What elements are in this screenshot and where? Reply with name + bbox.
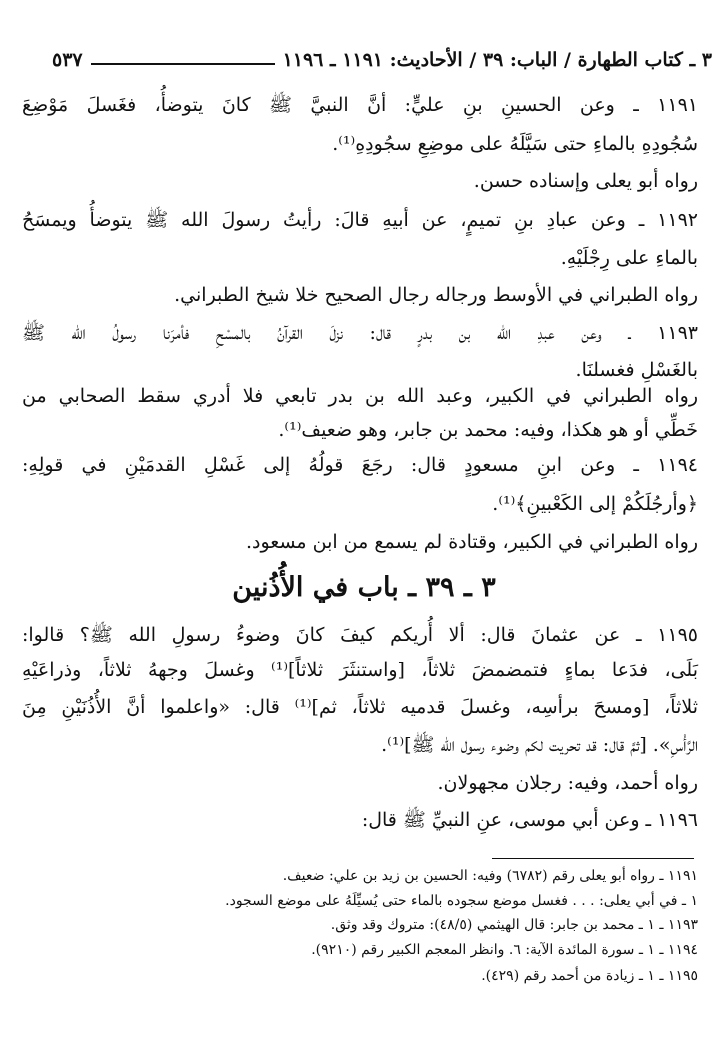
hadith-1193-narration-1: رواه الطبراني في الكبير، وعبد الله بن بدر تابعي فلا أدري سقط الصحابي من [22, 385, 698, 407]
footnote-1194: ١١٩٤ ـ ١ ـ سورة المائدة الآية: ٦. وانظر المعجم الكبير رقم (٩٢١٠). [311, 942, 698, 958]
hadith-1193-line-1: ١١٩٣ ـ وعن عبدِ الله بن بدرٍ قال: نزلَ القرآنُ بالمسْحِ فأمرَنا رسولُ الله ﷺ [22, 322, 698, 344]
hadith-1194-line-2: ﴿وأرجُلَكُمْ إلى الكَعْبينِ﴾⁽¹⁾. [492, 493, 698, 515]
hadith-1196-line-1: ١١٩٦ ـ وعن أبي موسى، عنِ النبيِّ ﷺ قال: [361, 809, 698, 831]
hadith-1193-narration-2: خَطِّي أو هو هكذا، وفيه: محمد بن جابر، وهو ضعيف⁽¹⁾. [278, 419, 698, 441]
hadith-1195-line-1: ١١٩٥ ـ عن عثمانَ قال: ألا أُريكم كيفَ كانَ وضوءُ رسولِ الله ﷺ؟ قالوا: [22, 624, 698, 646]
running-header [52, 40, 712, 80]
hadith-1195-line-4: الرَّأْسِ». [ثمَّ قال: قد تحريت لكم وضوء رسول الله ﷺ]⁽¹⁾. [381, 734, 698, 756]
footnote-1193: ١١٩٣ ـ ١ ـ محمد بن جابر: قال الهيثمي (٤٨/٥): متروك وقد وثق. [330, 917, 698, 933]
hadith-1191-line-2: سُجُودِهِ بالماءِ حتى سَيَّلَهُ على موضِعِ سجُودِهِ⁽¹⁾. [332, 133, 698, 155]
hadith-1191-narration: رواه أبو يعلى وإسناده حسن. [473, 170, 698, 192]
footnote-separator [492, 858, 694, 859]
footnote-1191-1: ١ ـ في أبي يعلى: . . . فغسل موضع سجوده بالماء حتى يُسيِّلَهُ على موضع السجود. [225, 893, 698, 909]
footnote-1195: ١١٩٥ ـ ١ ـ زيادة من أحمد رقم (٤٢٩). [481, 968, 698, 984]
hadith-1192-line-1: ١١٩٢ ـ وعن عبادِ بنِ تميمٍ، عن أبيهِ قالَ: رأيتُ رسولَ الله ﷺ يتوضأُ ويمسَحُ [22, 209, 698, 231]
header-rule [91, 51, 275, 65]
footnote-1191: ١١٩١ ـ رواه أبو يعلى رقم (٦٧٨٢) وفيه: الحسين بن زيد بن علي: ضعيف. [282, 868, 698, 884]
hadith-1193-line-2: بالغَسْلِ فغسلنَا. [575, 359, 698, 381]
hadith-1195-line-3: ثلاثاً، [ومسحَ برأسِه، وغسلَ قدميه ثلاثاً، ثم]⁽¹⁾ قال: «واعلموا أنَّ الأُذُنَيْنِ مِنَ [22, 696, 698, 718]
chapter-title: ٣ ـ ٣٩ ـ باب في الأُذُنين [232, 572, 496, 603]
hadith-1194-line-1: ١١٩٤ ـ وعن ابنِ مسعودٍ قال: رجَعَ قولُهُ إلى غَسْلِ القدمَيْنِ في قولِهِ: [22, 454, 698, 476]
hadith-1195-narration: رواه أحمد، وفيه: رجلان مجهولان. [437, 772, 698, 794]
hadith-1191-line-1: ١١٩١ ـ وعن الحسينِ بنِ عليٍّ: أنَّ النبيَّ ﷺ كانَ يتوضأُ، فغَسلَ مَوْضِعَ [22, 94, 698, 116]
hadith-1192-line-2: بالماءِ على رِجْلَيْهِ. [560, 247, 698, 269]
hadith-1192-narration: رواه الطبراني في الأوسط ورجاله رجال الصحيح خلا شيخ الطبراني. [174, 284, 698, 306]
page-number: ٥٣٧ [52, 49, 83, 71]
hadith-1195-line-2: بَلَى، فدَعا بماءٍ فتمضمضَ ثلاثاً، [واستنثَرَ ثلاثاً]⁽¹⁾ وغسلَ وجههُ ثلاثاً، وذراعَيْهِ [22, 659, 698, 681]
running-head-title: ٣ ـ كتاب الطهارة / الباب: ٣٩ / الأحاديث: ١١٩١ ـ ١١٩٦ [282, 49, 712, 71]
hadith-1194-narration: رواه الطبراني في الكبير، وقتادة لم يسمع من ابن مسعود. [245, 531, 698, 553]
